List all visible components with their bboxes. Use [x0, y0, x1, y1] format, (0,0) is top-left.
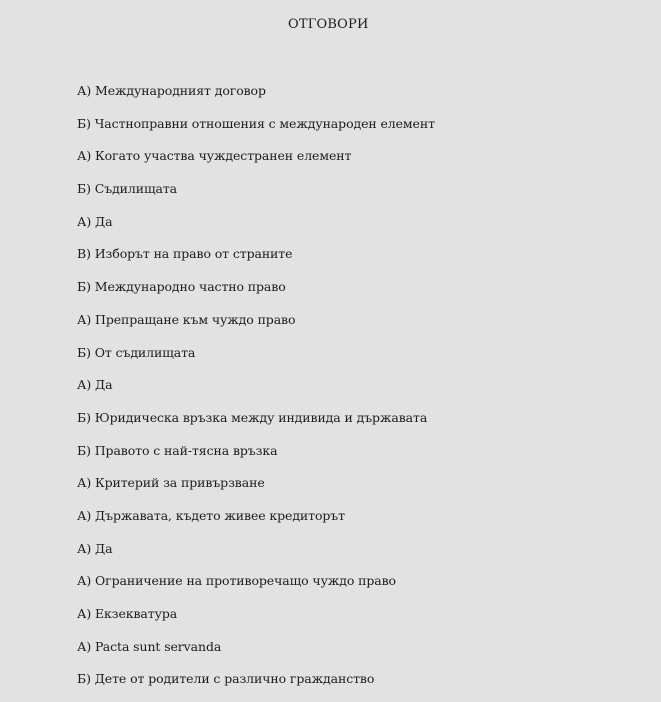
answer-item [77, 637, 435, 670]
answer-text: Ограничение на противоречащо чуждо право [95, 573, 396, 589]
answer-text: Да [95, 377, 113, 393]
answer-letter: Б) [77, 671, 91, 687]
answer-text: Юридическа връзка между индивида и държавата [94, 409, 428, 425]
answer-letter: А) [77, 311, 92, 327]
title-text: ОТГОВОРИ [288, 17, 369, 32]
answer-text: Държавата, където живее кредиторът [95, 507, 345, 523]
answer-item [77, 343, 435, 376]
answer-item [77, 375, 435, 408]
answer-text: Изборът на право от страните [94, 246, 293, 262]
answer-text: Когато участва чуждестранен елемент [95, 148, 352, 164]
answer-text: Международният договор [95, 83, 266, 98]
answer-item [77, 114, 435, 147]
answer-text: Международно частно право [94, 279, 286, 295]
answer-letter: Б) [77, 115, 91, 131]
answers-list [77, 81, 435, 702]
answer-item [77, 277, 435, 310]
answer-text: От съдилищата [94, 344, 196, 360]
answer-text: Съдилищата [94, 181, 178, 197]
answer-item [77, 310, 435, 343]
answer-item [77, 408, 435, 441]
answer-text: Правото с най-тясна връзка [94, 442, 278, 458]
answer-letter: Б) [77, 442, 91, 458]
answer-text: Да [95, 213, 113, 229]
answer-item [77, 473, 435, 506]
answer-text: Критерий за привързване [95, 475, 265, 491]
answer-text: Дете от родители с различно гражданство [94, 671, 375, 687]
answer-letter: А) [77, 507, 92, 523]
answer-letter: Б) [77, 279, 91, 295]
answer-item [77, 212, 435, 245]
answer-item [77, 604, 435, 637]
answer-text: Препращане към чуждо право [95, 311, 296, 327]
answer-text: Екзекватура [95, 606, 178, 621]
answer-letter: А) [77, 606, 92, 621]
answer-item [77, 669, 435, 702]
answer-letter: Б) [77, 344, 91, 360]
answer-letter: А) [77, 83, 92, 98]
answer-item [77, 571, 435, 604]
answer-item [77, 146, 435, 179]
answer-letter: А) [77, 213, 92, 229]
answer-letter: Б) [77, 409, 91, 425]
answer-letter: Б) [77, 181, 91, 197]
answer-text: Pacta sunt servanda [95, 638, 222, 654]
answer-item [77, 441, 435, 474]
answer-item [77, 506, 435, 539]
answer-item [77, 81, 435, 114]
answer-letter: А) [77, 148, 92, 164]
answer-letter: А) [77, 540, 92, 556]
answer-item [77, 179, 435, 212]
answer-letter: В) [77, 246, 91, 262]
answer-letter: А) [77, 377, 92, 393]
answer-letter: А) [77, 573, 92, 589]
answer-letter: А) [77, 638, 92, 654]
answer-item [77, 539, 435, 572]
answer-item [77, 244, 435, 277]
answer-text: Частноправни отношения с международен елемент [94, 115, 435, 131]
answer-text: Да [95, 540, 113, 556]
answer-letter: А) [77, 475, 92, 491]
